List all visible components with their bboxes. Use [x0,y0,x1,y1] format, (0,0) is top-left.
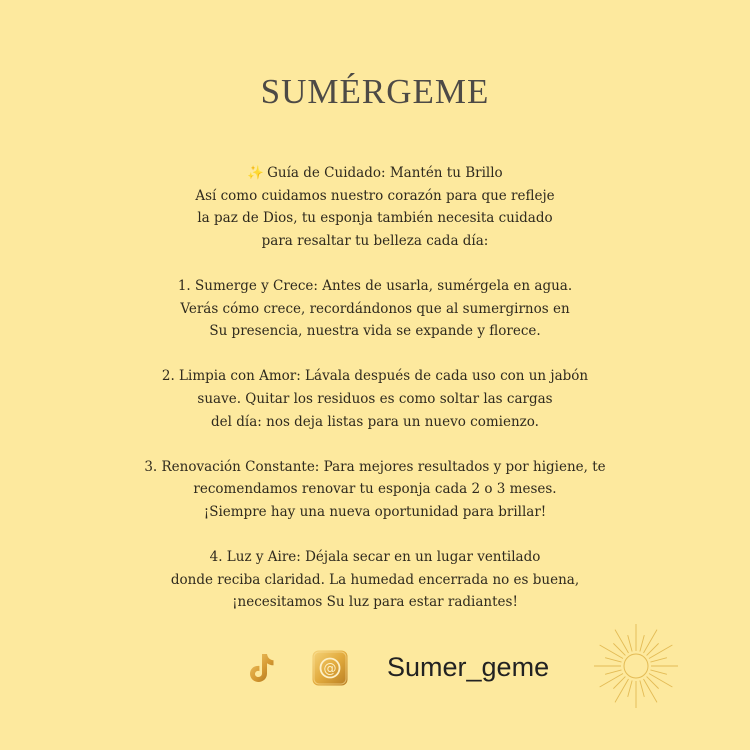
step-line: ¡Siempre hay una nueva oportunidad para brillar! [203,503,547,520]
intro-line: Así como cuidamos nuestro corazón para que refleje [195,187,555,204]
step-line: 4. Luz y Aire: Déjala secar en un lugar ventilado [209,549,541,566]
sunburst-ray [600,645,623,659]
tiktok-icon[interactable] [243,650,279,686]
step-line: Su presencia, nuestra vida se expande y florece. [209,323,541,340]
sunburst-icon [590,622,682,714]
social-handle[interactable]: Sumer_geme [387,652,550,682]
intro-heading: Guía de Cuidado: Mantén tu Brillo [267,165,503,181]
sunburst-ray [628,680,632,696]
step-4-paragraph [100,546,650,614]
step-2-paragraph [100,365,650,433]
sunburst-ray [640,635,644,651]
email-at-icon[interactable] [312,650,348,686]
sunburst-ray [605,658,621,662]
sparkles-icon: ✨ [247,165,265,181]
sunburst-ray [644,679,658,702]
step-line: ¡necesitamos Su luz para estar radiantes! [232,594,518,611]
sunburst-ray [644,630,658,653]
sunburst-ray [649,645,672,659]
step-line: 1. Sumerge y Crece: Antes de usarla, sumérgela en agua. [177,277,573,294]
step-line: del día: nos deja listas para un nuevo comienzo. [211,413,539,430]
sunburst-ray [615,679,629,702]
step-line: 3. Renovación Constante: Para mejores resultados y por higiene, te [144,458,606,475]
intro-paragraph [100,162,650,252]
step-line: 2. Limpia con Amor: Lávala después de cada uso con un jabón [161,368,589,385]
sunburst-ray [640,680,644,696]
sunburst-ray [600,674,623,688]
sunburst-ray [650,658,666,662]
care-guide-text [100,162,650,636]
page-title: SUMÉRGEME [260,72,490,111]
sunburst-ray [628,635,632,651]
sunburst-ray [650,670,666,674]
intro-heading-line [100,162,650,185]
sunburst-ray [615,630,629,653]
step-line: suave. Quitar los residuos es como soltar las cargas [197,390,553,407]
sunburst-ray [605,670,621,674]
step-3-paragraph [100,456,650,524]
intro-line: la paz de Dios, tu esponja también necesita cuidado [197,210,553,227]
svg-text:@: @ [323,661,337,677]
step-line: Verás cómo crece, recordándonos que al sumergirnos en [180,300,570,317]
step-line: donde reciba claridad. La humedad encerrada no es buena, [170,571,580,588]
step-1-paragraph [100,275,650,343]
step-line: recomendamos renovar tu esponja cada 2 o 3 meses. [193,481,557,498]
sunburst-ray [649,674,672,688]
intro-line: para resaltar tu belleza cada día: [261,232,489,249]
